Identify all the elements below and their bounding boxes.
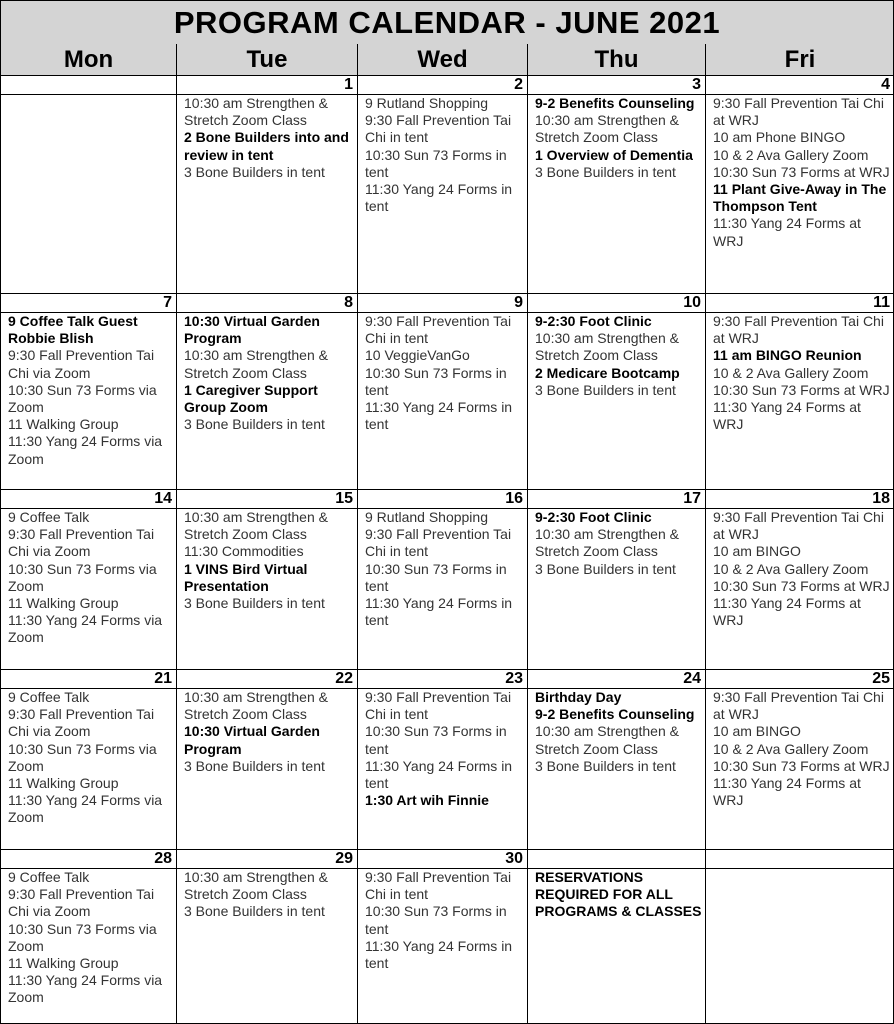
day-header-mon: Mon (0, 44, 176, 76)
event-item: 9-2 Benefits Counseling (535, 95, 695, 111)
event-item: 9:30 Fall Prevention Tai Chi in tent (365, 526, 512, 560)
day-cell (527, 76, 705, 294)
day-number: 7 (1, 294, 176, 313)
event-item: 11:30 Yang 24 Forms in tent (365, 595, 513, 629)
day-number: 25 (706, 670, 894, 689)
event-item: 3 Bone Builders in tent (184, 595, 325, 612)
event-item: 11 Plant Give-Away in The Thompson Tent (713, 181, 887, 215)
event-item: 11 Walking Group (8, 775, 119, 792)
event-item: 10:30 am Strengthen & Stretch Zoom Class (184, 347, 328, 381)
event-item: 9-2 Benefits Counseling (535, 706, 695, 723)
day-cell (0, 490, 176, 670)
event-item: 10:30 Sun 73 Forms in tent (365, 903, 507, 937)
calendar-grid (0, 44, 894, 1024)
event-item: 2 Bone Builders into and review in tent (184, 129, 349, 163)
event-item: 1 VINS Bird Virtual Presentation (184, 560, 308, 594)
event-item: 11:30 Yang 24 Forms at WRJ (713, 595, 861, 629)
event-item: 9 Coffee Talk (8, 869, 90, 885)
event-item: 11 Walking Group (8, 595, 119, 612)
event-item: 11 am BINGO Reunion (713, 347, 862, 364)
day-number: 23 (358, 670, 527, 689)
event-item: 11 Walking Group (8, 955, 119, 972)
day-number: 15 (177, 490, 357, 509)
event-item: RESERVATIONS REQUIRED FOR ALL PROGRAMS & CLASSES (535, 869, 702, 920)
day-cell (176, 850, 357, 1024)
day-number: 9 (358, 294, 527, 313)
day-cell (527, 850, 705, 1024)
event-item: 10 VeggieVanGo (365, 347, 470, 364)
day-number: 11 (706, 294, 894, 313)
day-number: 21 (1, 670, 176, 689)
event-item: 11:30 Yang 24 Forms in tent (365, 937, 513, 972)
day-number: 18 (706, 490, 894, 509)
day-number (1, 76, 176, 95)
event-item: 10:30 Sun 73 Forms via Zoom (8, 560, 157, 594)
day-cell (176, 670, 357, 850)
event-item: 9:30 Fall Prevention Tai Chi at WRJ (713, 313, 884, 347)
event-item: 9 Coffee Talk (8, 689, 90, 705)
event-item: 10:30 Sun 73 Forms at WRJ (713, 757, 890, 774)
event-item: 10:30 Sun 73 Forms via Zoom (8, 920, 157, 954)
day-number: 28 (1, 850, 176, 869)
event-item: 9:30 Fall Prevention Tai Chi in tent (365, 689, 512, 723)
day-cell (176, 490, 357, 670)
event-item: 11:30 Yang 24 Forms via Zoom (8, 792, 163, 826)
day-header-tue: Tue (176, 44, 357, 76)
event-item: 9 Rutland Shopping (365, 95, 488, 111)
day-cell (705, 76, 894, 294)
day-number: 2 (358, 76, 527, 95)
day-number (528, 850, 705, 869)
day-header-wed: Wed (357, 44, 527, 76)
event-item: 10:30 Sun 73 Forms in tent (365, 723, 507, 757)
event-item: 10:30 am Strengthen & Stretch Zoom Class (535, 112, 679, 146)
event-item: 11:30 Yang 24 Forms via Zoom (8, 972, 163, 1006)
event-item: 11:30 Yang 24 Forms at WRJ (713, 399, 861, 433)
event-item: 9:30 Fall Prevention Tai Chi via Zoom (8, 706, 155, 740)
event-item: 9-2:30 Foot Clinic (535, 509, 652, 525)
event-item: 9:30 Fall Prevention Tai Chi in tent (365, 869, 512, 903)
day-number: 14 (1, 490, 176, 509)
day-number: 8 (177, 294, 357, 313)
event-item: 3 Bone Builders in tent (535, 757, 676, 774)
event-item: 10:30 am Strengthen & Stretch Zoom Class (184, 95, 328, 129)
day-header-fri: Fri (705, 44, 894, 76)
day-number: 1 (177, 76, 357, 95)
day-cell (357, 490, 527, 670)
event-item: 11:30 Yang 24 Forms at WRJ (713, 775, 861, 809)
event-item: 11:30 Yang 24 Forms in tent (365, 757, 513, 792)
day-cell (357, 850, 527, 1024)
day-cell (705, 670, 894, 850)
event-item: 3 Bone Builders in tent (535, 163, 676, 180)
event-item: 10:30 Virtual Garden Program (184, 313, 320, 347)
event-item: 11 Walking Group (8, 416, 119, 433)
event-item: 10:30 Sun 73 Forms at WRJ (713, 577, 890, 594)
event-item: 3 Bone Builders in tent (535, 381, 676, 398)
day-number: 17 (528, 490, 705, 509)
day-number: 30 (358, 850, 527, 869)
day-cell (357, 76, 527, 294)
day-cell (0, 670, 176, 850)
event-item: 11:30 Yang 24 Forms in tent (365, 399, 513, 433)
event-item: 3 Bone Builders in tent (184, 903, 325, 920)
event-item: 2 Medicare Bootcamp (535, 364, 680, 381)
event-item: 9:30 Fall Prevention Tai Chi in tent (365, 112, 512, 146)
day-cell (357, 670, 527, 850)
day-cell (0, 294, 176, 490)
day-cell (176, 294, 357, 490)
day-cell (705, 294, 894, 490)
event-item: 11:30 Yang 24 Forms at WRJ (713, 215, 861, 249)
event-item: 9:30 Fall Prevention Tai Chi via Zoom (8, 886, 155, 920)
event-item: 11:30 Commodities (184, 543, 304, 560)
day-cell (527, 490, 705, 670)
event-item: 1 Caregiver Support Group Zoom (184, 381, 318, 416)
day-number: 4 (706, 76, 894, 95)
event-item: 10 am BINGO (713, 723, 801, 740)
day-cell (357, 294, 527, 490)
day-number: 3 (528, 76, 705, 95)
event-item: 9:30 Fall Prevention Tai Chi via Zoom (8, 347, 155, 381)
event-item: 3 Bone Builders in tent (184, 757, 325, 774)
event-item: 1 Overview of Dementia (535, 146, 693, 163)
event-item: 10:30 Sun 73 Forms in tent (365, 560, 507, 594)
event-item: 10 am Phone BINGO (713, 129, 846, 146)
event-item: 11:30 Yang 24 Forms via Zoom (8, 612, 163, 646)
event-item: 10:30 Sun 73 Forms via Zoom (8, 381, 157, 416)
event-item: 11:30 Yang 24 Forms via Zoom (8, 433, 163, 467)
event-item: 9:30 Fall Prevention Tai Chi at WRJ (713, 95, 884, 129)
day-cell (527, 670, 705, 850)
calendar-title: PROGRAM CALENDAR - JUNE 2021 (0, 0, 894, 46)
event-item: 10:30 Virtual Garden Program (184, 723, 320, 757)
event-item: 10 & 2 Ava Gallery Zoom (713, 740, 869, 757)
day-number (706, 850, 894, 869)
day-number: 22 (177, 670, 357, 689)
day-cell (0, 76, 176, 294)
day-cell (705, 490, 894, 670)
event-item: 9 Coffee Talk Guest Robbie Blish (8, 313, 138, 347)
day-number: 16 (358, 490, 527, 509)
event-item: Birthday Day (535, 689, 622, 705)
event-item: 10:30 am Strengthen & Stretch Zoom Class (184, 509, 328, 543)
event-item: 10:30 Sun 73 Forms in tent (365, 364, 507, 398)
event-item: 9 Rutland Shopping (365, 509, 488, 525)
event-item: 10:30 am Strengthen & Stretch Zoom Class (184, 869, 328, 903)
event-item: 10 & 2 Ava Gallery Zoom (713, 146, 869, 163)
day-cell (705, 850, 894, 1024)
day-cell (0, 850, 176, 1024)
event-item: 9 Coffee Talk (8, 509, 90, 525)
event-item: 9-2:30 Foot Clinic (535, 313, 652, 329)
event-item: 9:30 Fall Prevention Tai Chi at WRJ (713, 689, 884, 723)
event-item: 9:30 Fall Prevention Tai Chi in tent (365, 313, 512, 347)
event-item: 10:30 Sun 73 Forms via Zoom (8, 740, 157, 774)
event-item: 3 Bone Builders in tent (535, 560, 676, 577)
event-item: 10:30 Sun 73 Forms in tent (365, 146, 507, 180)
day-cell (527, 294, 705, 490)
event-item: 9:30 Fall Prevention Tai Chi at WRJ (713, 509, 884, 543)
event-item: 10:30 am Strengthen & Stretch Zoom Class (535, 723, 679, 757)
event-item: 3 Bone Builders in tent (184, 163, 325, 180)
day-cell (176, 76, 357, 294)
day-number: 29 (177, 850, 357, 869)
day-number: 24 (528, 670, 705, 689)
event-item: 9:30 Fall Prevention Tai Chi via Zoom (8, 526, 155, 560)
event-item: 10:30 am Strengthen & Stretch Zoom Class (184, 689, 328, 723)
day-header-thu: Thu (527, 44, 705, 76)
event-item: 11:30 Yang 24 Forms in tent (365, 181, 513, 215)
event-item: 3 Bone Builders in tent (184, 416, 325, 433)
event-item: 10:30 am Strengthen & Stretch Zoom Class (535, 330, 679, 364)
day-number: 10 (528, 294, 705, 313)
event-item: 1:30 Art wih Finnie (365, 792, 489, 809)
event-item: 10:30 Sun 73 Forms at WRJ (713, 381, 890, 398)
event-item: 10:30 Sun 73 Forms at WRJ (713, 163, 890, 180)
event-item: 10:30 am Strengthen & Stretch Zoom Class (535, 526, 679, 560)
event-item: 10 am BINGO (713, 543, 801, 560)
event-item: 10 & 2 Ava Gallery Zoom (713, 364, 869, 381)
event-item: 10 & 2 Ava Gallery Zoom (713, 560, 869, 577)
